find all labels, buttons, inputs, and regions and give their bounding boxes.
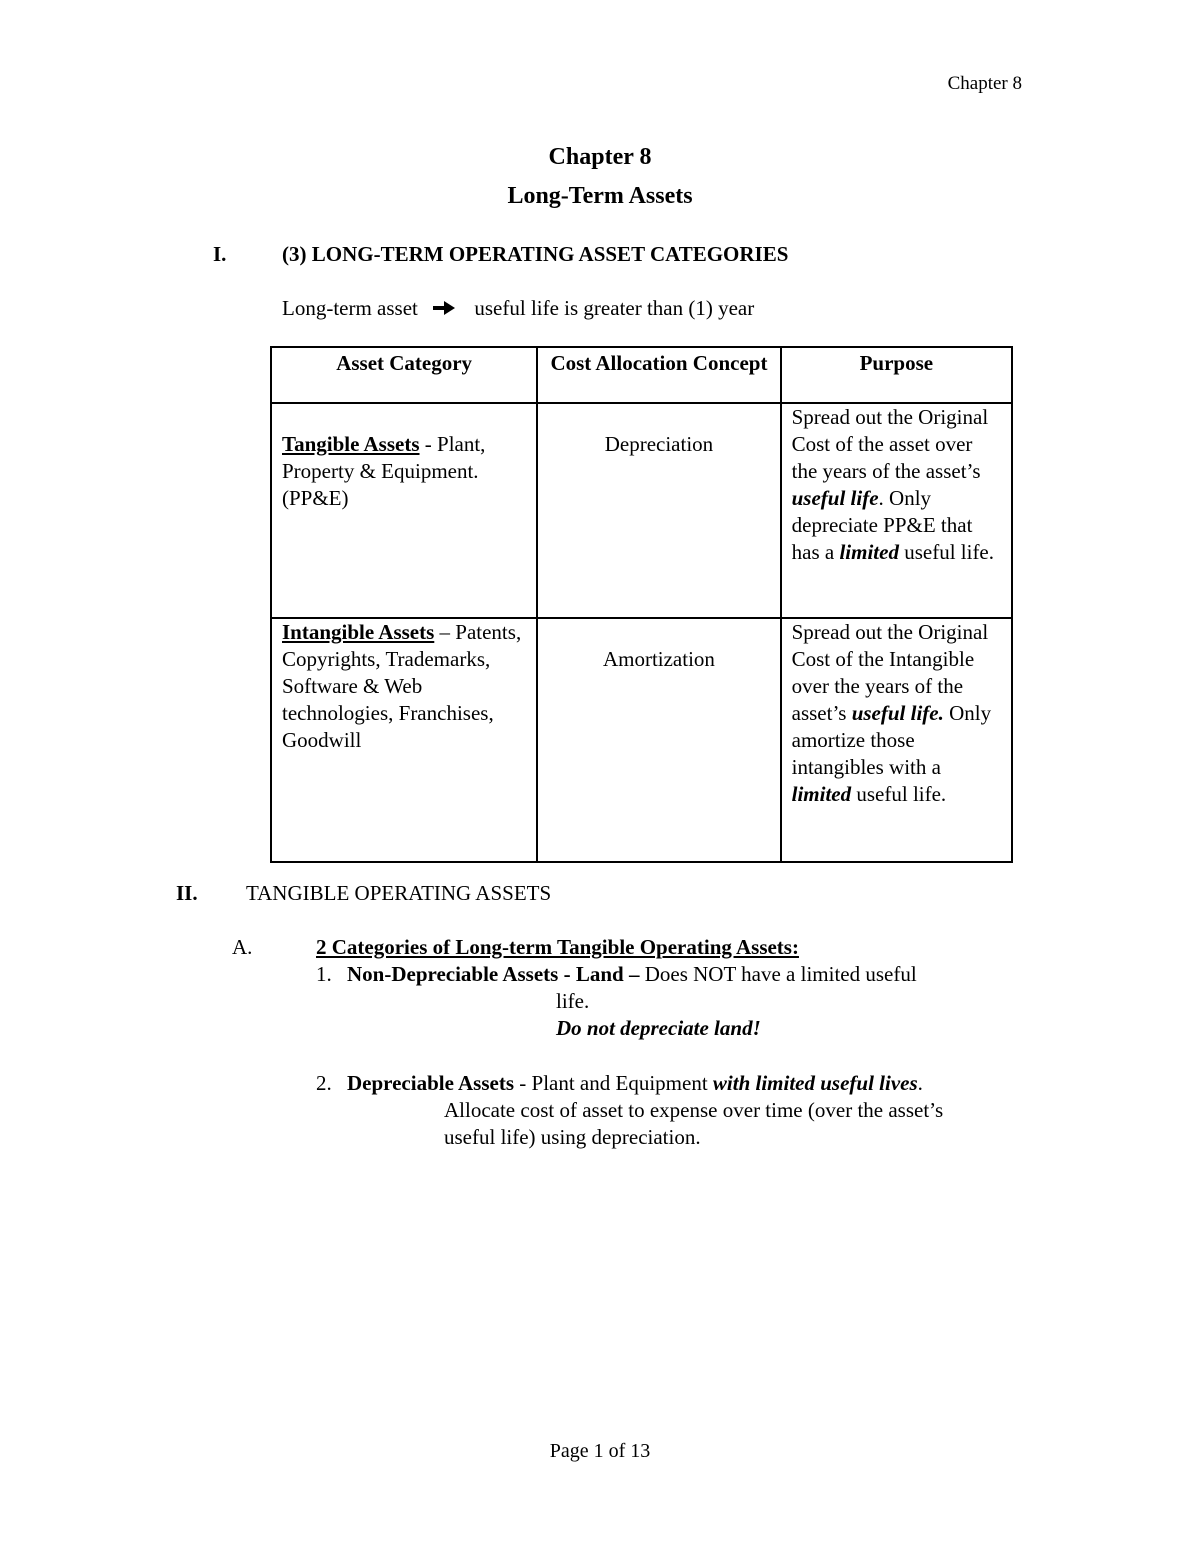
- item-1-text-cont: life.: [556, 989, 590, 1013]
- concept-value: Depreciation: [604, 432, 714, 456]
- purpose-text: useful life.: [898, 540, 995, 564]
- item-1-number: 1.: [316, 962, 332, 986]
- purpose-emphasis: useful life: [791, 486, 879, 510]
- category-name: Tangible Assets: [282, 432, 420, 456]
- table-row: [271, 618, 1012, 862]
- item-2-period: .: [917, 1071, 923, 1095]
- purpose-cell: [781, 403, 1012, 618]
- page-number: Page 1 of 13: [549, 1440, 651, 1462]
- category-name: Intangible Assets: [282, 620, 435, 644]
- right-arrow-icon: [433, 301, 455, 315]
- category-cell: [271, 403, 537, 618]
- concept-cell: [537, 403, 780, 618]
- chapter-title: Chapter 8: [548, 144, 652, 170]
- long-term-definition: [282, 295, 754, 322]
- item-1-dash: –: [623, 962, 645, 986]
- header-cost-allocation: Cost Allocation Concept: [537, 347, 780, 403]
- item-1-label: Non-Depreciable Assets - Land: [347, 962, 624, 986]
- running-header: Chapter 8: [947, 73, 1022, 94]
- subsection-a-heading: 2 Categories of Long-term Tangible Operating Assets:: [316, 935, 799, 959]
- chapter-subtitle: Long-Term Assets: [507, 183, 693, 209]
- asset-category-table: [270, 346, 1013, 863]
- category-cell: [271, 618, 537, 862]
- definition-left: Long-term asset: [282, 296, 418, 320]
- purpose-text: Spread out the Original Cost of the asset over the years of the asset’s: [791, 405, 989, 483]
- purpose-text: Only amortize those intangibles with a: [791, 701, 992, 779]
- purpose-text: useful life.: [851, 782, 947, 806]
- item-2-line-3: useful life) using depreciation.: [444, 1125, 701, 1149]
- item-2-number: 2.: [316, 1071, 332, 1095]
- concept-cell: [537, 618, 780, 862]
- purpose-cell: [781, 618, 1012, 862]
- item-1-line: [347, 961, 917, 988]
- subsection-a-letter: A.: [232, 935, 253, 959]
- section-2-number: II.: [176, 881, 198, 905]
- purpose-emphasis: useful life.: [851, 701, 944, 725]
- concept-value: Amortization: [602, 647, 715, 671]
- header-purpose: Purpose: [781, 347, 1012, 403]
- definition-right: useful life is greater than (1) year: [474, 296, 755, 320]
- table-row: [271, 403, 1012, 618]
- section-2-heading: TANGIBLE OPERATING ASSETS: [246, 881, 552, 905]
- category-desc: - Plant, Property & Equipment. (PP&E): [282, 432, 486, 510]
- item-2-label: Depreciable Assets: [347, 1071, 515, 1095]
- table-header-row: [271, 347, 1012, 403]
- purpose-emphasis: limited: [791, 782, 852, 806]
- section-1-heading-text: (3) LONG-TERM OPERATING ASSET CATEGORIES: [282, 242, 789, 266]
- item-1-note: Do not depreciate land!: [556, 1016, 761, 1040]
- purpose-text: . Only depreciate PP&E that has a: [791, 486, 973, 564]
- item-2-emphasis: with limited useful lives: [712, 1071, 918, 1095]
- purpose-text: Spread out the Original Cost of the Intangible over the years of the asset’s: [791, 620, 989, 725]
- header-asset-category: Asset Category: [271, 347, 537, 403]
- purpose-emphasis: limited: [839, 540, 899, 564]
- item-2-text: - Plant and Equipment: [514, 1071, 713, 1095]
- item-2-line-2: Allocate cost of asset to expense over time (over the asset’s: [444, 1098, 944, 1122]
- item-1-text: Does NOT have a limited useful: [644, 962, 917, 986]
- section-1-number: I.: [213, 242, 227, 266]
- category-desc: – Patents, Copyrights, Trademarks, Software & Web technologies, Franchises, Goodwill: [282, 620, 522, 752]
- item-2-line: [347, 1070, 923, 1097]
- section-1-heading: [282, 241, 788, 268]
